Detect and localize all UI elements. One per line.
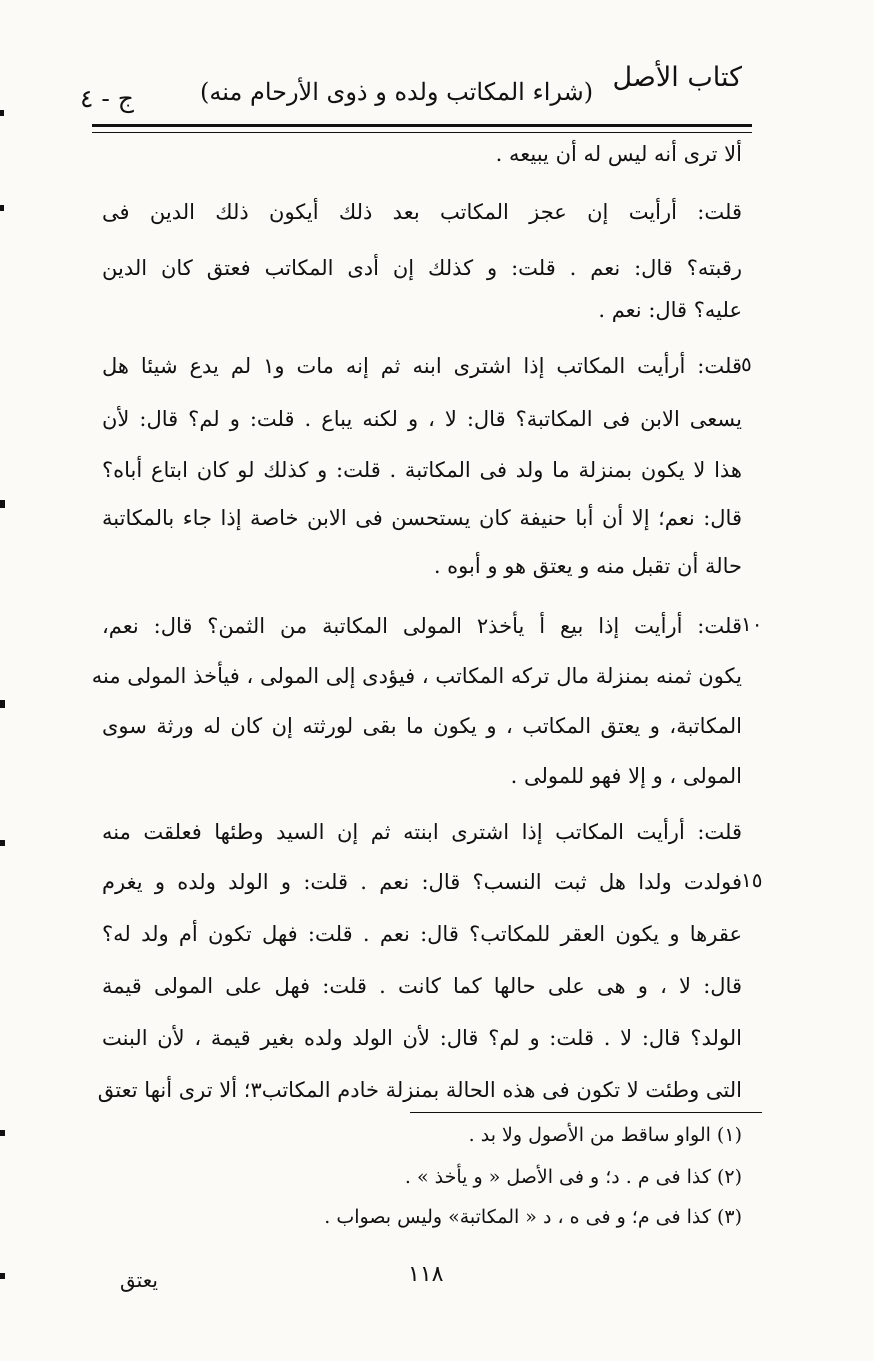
body-line: عقرها و يكون العقر للمكاتب؟ قال: نعم . قلت: فهل تكون أم ولد له؟ [102, 922, 742, 946]
scan-mark [0, 1273, 5, 1279]
body-line: حالة أن تقبل منه و يعتق هو و أبوه . [433, 554, 742, 578]
body-line: المولى ، و إلا فهو للمولى . [510, 764, 742, 788]
body-line: الولد؟ قال: لا . قلت: و لم؟ قال: لأن الولد ولده بغير قيمة ، لأن البنت [102, 1026, 742, 1050]
body-line: رقبته؟ قال: نعم . قلت: و كذلك إن أدى المكاتب فعتق كان الدين [102, 256, 742, 280]
page-number: ١١٨ [408, 1262, 444, 1287]
body-line: قلت: أرأيت إن عجز المكاتب بعد ذلك أيكون ذلك الدين فى [102, 200, 742, 224]
body-line: قال: نعم؛ إلا أن أبا حنيفة كان يستحسن فى الابن خاصة إذا جاء بالمكاتبة [102, 506, 742, 530]
body-line: هذا لا يكون بمنزلة ما ولد فى المكاتبة . قلت: و كذلك لو كان ابتاع أباه؟ [102, 458, 742, 482]
body-line: التى وطئت لا تكون فى هذه الحالة بمنزلة خادم المكاتب۳؛ ألا ترى أنها تعتق [97, 1078, 742, 1102]
footnote-rule [410, 1112, 762, 1113]
header-rule-thick [92, 124, 752, 127]
scan-mark [0, 700, 5, 708]
body-line: ألا ترى أنه ليس له أن يبيعه . [495, 142, 742, 166]
body-line: قلت: أرأيت المكاتب إذا اشترى ابنه ثم إنه مات و۱ لم يدع شيئا هل [102, 354, 742, 378]
header-rule-thin [92, 132, 752, 133]
section-title: (شراء المكاتب ولده و ذوى الأرحام منه) [200, 78, 594, 106]
body-line: قلت: أرأيت المكاتب إذا اشترى ابنته ثم إن السيد وطئها فعلقت منه [102, 820, 742, 844]
line-number: ٥ [741, 352, 752, 376]
body-line: فولدت ولدا هل ثبت النسب؟ قال: نعم . قلت: و الولد ولده و يغرم [102, 870, 742, 894]
book-title: كتاب الأصل [612, 62, 742, 93]
body-line: يكون ثمنه بمنزلة مال تركه المكاتب ، فيؤدى إلى المولى ، فيأخذ المولى منه [91, 664, 742, 688]
footnote: (١) الواو ساقط من الأصول ولا بد . [468, 1124, 742, 1146]
scan-mark [0, 840, 5, 846]
scan-mark [0, 500, 5, 508]
footnote: (٣) كذا فى م؛ و فى ه ، د « المكاتبة» وليس بصواب . [324, 1206, 742, 1228]
body-line: يسعى الابن فى المكاتبة؟ قال: لا ، و لكنه يباع . قلت: و لم؟ قال: لأن [102, 407, 742, 431]
line-number: ١٠ [741, 612, 763, 636]
scan-mark [0, 1130, 5, 1136]
catchword: يعتق [120, 1268, 158, 1292]
volume-label: ج - ٤ [80, 84, 134, 113]
scan-mark [0, 110, 4, 116]
line-number: ١٥ [741, 868, 763, 892]
body-line: قال: لا ، و هى على حالها كما كانت . قلت: فهل على المولى قيمة [102, 974, 742, 998]
footnote: (٢) كذا فى م . د؛ و فى الأصل « و يأخذ » . [404, 1166, 742, 1188]
body-line: المكاتبة، و يعتق المكاتب ، و يكون ما بقى لورثته إن كان له ورثة سوى [102, 714, 742, 738]
body-line: قلت: أرأيت إذا بيع أ يأخذ۲ المولى المكاتبة من الثمن؟ قال: نعم، [102, 614, 742, 638]
body-line: عليه؟ قال: نعم . [598, 298, 742, 322]
scan-mark [0, 205, 4, 211]
